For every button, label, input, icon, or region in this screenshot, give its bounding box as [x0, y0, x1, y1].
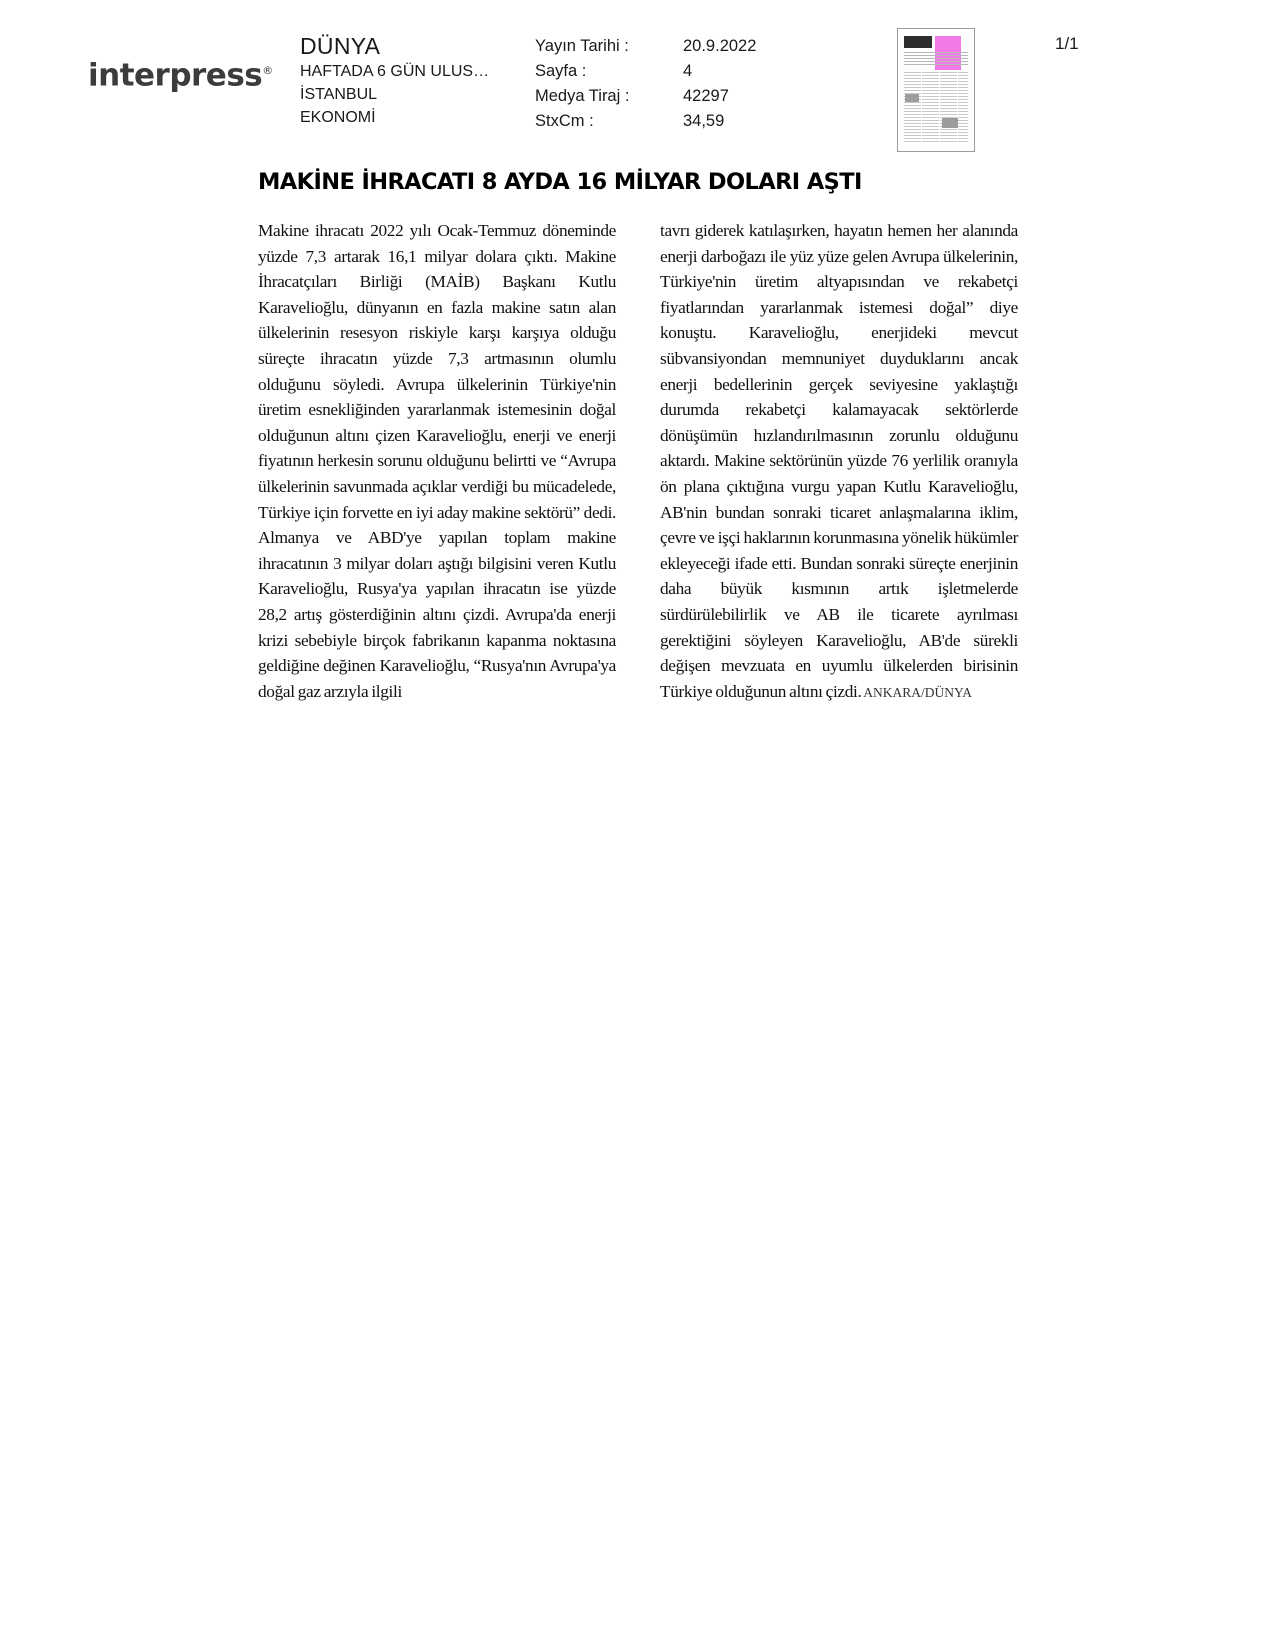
metadata-label: Yayın Tarihi : — [535, 37, 629, 55]
metadata-label: Medya Tiraj : — [535, 87, 630, 105]
page-indicator: 1/1 — [1055, 34, 1079, 53]
publication-section: EKONOMİ — [300, 109, 376, 126]
article-columns — [258, 218, 1018, 705]
thumbnail-image-block — [905, 94, 919, 102]
interpress-logo — [88, 54, 288, 94]
publication-city: İSTANBUL — [300, 86, 378, 103]
article — [258, 168, 1018, 705]
article-source: ANKARA/DÜNYA — [861, 684, 972, 700]
article-headline: MAKİNE İHRACATI 8 AYDA 16 MİLYAR DOLARI AŞTI — [258, 169, 862, 195]
publication-frequency: HAFTADA 6 GÜN ULUS… — [300, 63, 490, 80]
metadata-value: 20.9.2022 — [683, 37, 757, 55]
article-column-left — [258, 218, 616, 705]
metadata-row — [535, 109, 835, 134]
metadata-row — [535, 59, 835, 84]
thumbnail-column-gap — [939, 72, 940, 144]
metadata-value: 42297 — [683, 87, 729, 105]
article-paragraph: tavrı giderek katılaşırken, hayatın hemen her alanında enerji darboğazı ile yüz yüze gelen Avrupa ülkelerinin, Türkiye'nin üretim altyapısından ve rekabetçi fiyatlarından yararlanmak istemesi doğal” diye konuştu. Karavelioğlu, enerjideki mevcut sübvansiyondan memnuniyet duyduklarını ancak enerji bedellerinin gerçek seviyesine yaklaştığı durumda rekabetçi kalamayacak sektörlerde dönüşümün hızlandırılmasının zorunlu olduğunu aktardı. Makine sektörünün yüzde 76 yerlilik oranıyla ön plana çıktığına vurgu yapan Kutlu Karavelioğlu, AB'nin bundan sonraki ticaret anlaşmalarına iklim, çevre ve işçi haklarının korunmasına yönelik hükümler ekleyeceği ifade etti. Bundan sonraki süreçte enerjinin daha büyük kısmının artık işletmelerde sürdürülebilirlik ve AB ile ticarete ayrılması gerektiğini söyleyen Karavelioğlu, AB'de sürekli değişen mevzuata en uyumlu ülkelerden birisinin Türkiye olduğunun altını çizdi. ANKARA/DÜNYA — [660, 221, 1018, 701]
thumbnail-column-gap — [921, 72, 922, 144]
brand-text: interpress — [88, 57, 263, 94]
article-paragraph: Makine ihracatı 2022 yılı Ocak-Temmuz döneminde yüzde 7,3 artarak 16,1 milyar dolara çıktı. Makine İhracatçıları Birliği (MAİB) Başkanı Kutlu Karavelioğlu, dünyanın en fazla makine satın alan ülkelerinin resesyon riskiyle karşı karşıya olduğu süreçte ihracatın yüzde 7,3 artmasının olumlu olduğunu söyledi. Avrupa ülkelerinin Türkiye'nin üretim esnekliğinden yararlanmak istemesinin doğal olduğunun altını çizen Karavelioğlu, enerji ve enerji fiyatının herkesin sorunu olduğunu belirtti ve “Avrupa ülkelerinin savunmada açıklar verdiği bu mücadelede, Türkiye için forvette en iyi aday makine sektörü” dedi. Almanya ve ABD'ye yapılan toplam makine ihracatının 3 milyar doları aştığı bilgisini veren Kutlu Karavelioğlu, Rusya'ya yapılan ihracatın ise yüzde 28,2 artış gösterdiğinin altını çizdi. Avrupa'da enerji krizi sebebiyle birçok fabrikanın kapanma noktasına geldiğine değinen Karavelioğlu, “Rusya'nın Avrupa'ya doğal gaz arzıyla ilgili — [258, 221, 616, 701]
metadata-label: StxCm : — [535, 112, 594, 130]
clipping-header — [0, 24, 1275, 144]
metadata-value: 34,59 — [683, 112, 725, 130]
metadata-row — [535, 34, 835, 59]
metadata-value: 4 — [683, 62, 693, 80]
article-column-right — [660, 218, 1018, 705]
clipping-metadata — [535, 34, 835, 134]
page-thumbnail-image — [901, 32, 971, 148]
thumbnail-masthead — [904, 36, 932, 48]
thumbnail-image-block — [942, 118, 958, 128]
registered-mark-icon: ® — [262, 64, 273, 77]
metadata-label: Sayfa : — [535, 62, 587, 80]
metadata-row — [535, 84, 835, 109]
publication-name: DÜNYA — [300, 33, 381, 59]
page-thumbnail — [897, 28, 975, 152]
thumbnail-text-body — [904, 72, 968, 144]
publication-block — [300, 32, 530, 129]
thumbnail-top-lines — [904, 52, 968, 66]
thumbnail-column-gap — [957, 72, 958, 144]
